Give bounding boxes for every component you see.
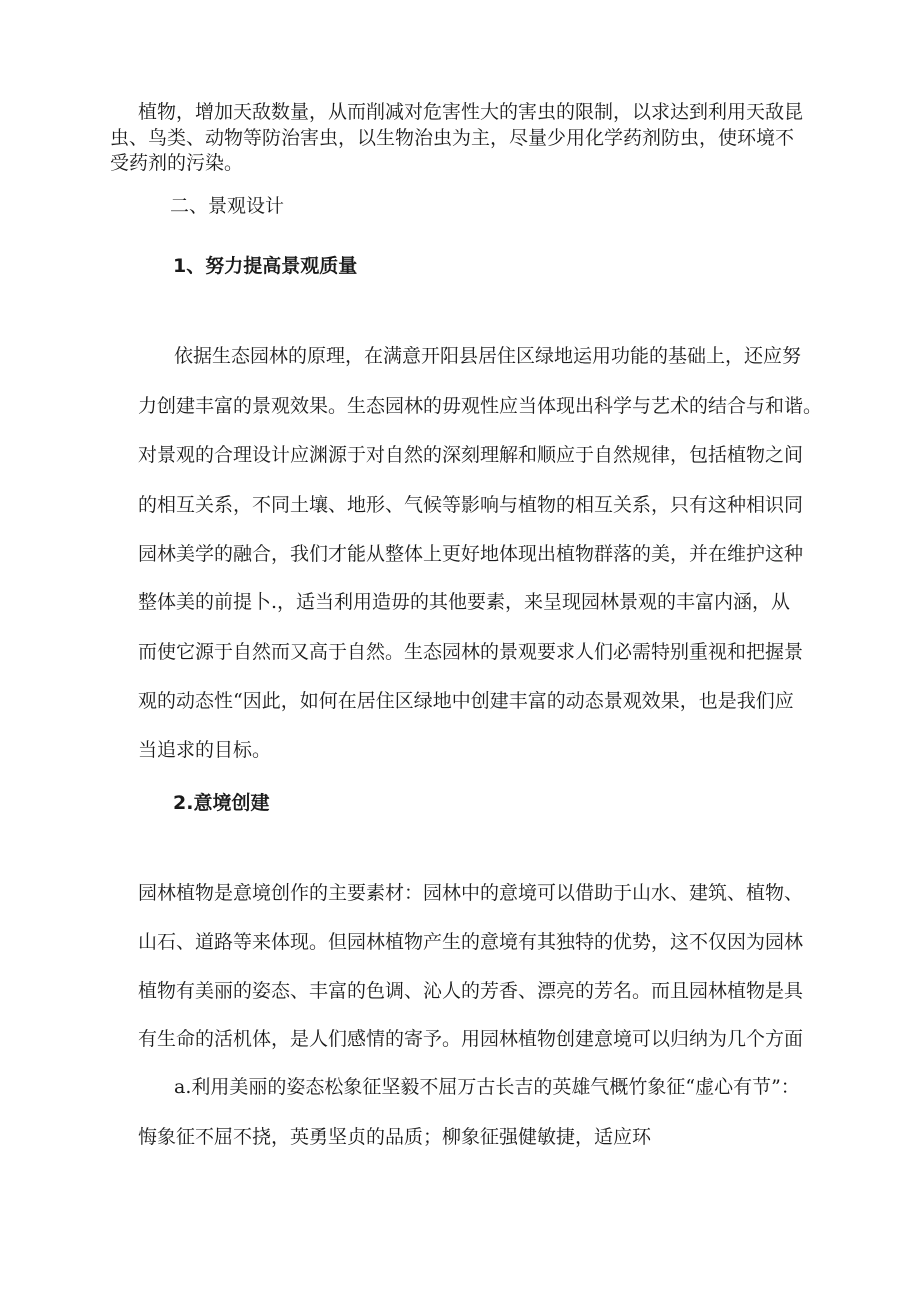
- para1-line-3: 对景观的合理设计应渊源于对自然的深刻理解和顺应于自然规律，包括植物之间: [138, 444, 804, 466]
- para1-line-8: 观的动态性“因此，如何在居住区绿地中创建丰富的动态景观效果，也是我们应: [138, 690, 794, 712]
- para1-line-7: 而使它源于自然而又高于自然。生态园林的景观要求人们必需特别重视和把握景: [138, 641, 804, 663]
- section-heading: 二、景观设计: [170, 195, 285, 217]
- para2-line-3: 植物有美丽的姿态、丰富的色调、沁人的芳香、漂亮的芳名。而且园林植物是具: [138, 980, 804, 1002]
- para3-line-2: 悔象征不屈不挠，英勇坚贞的品质；柳象征强健敏捷，适应环: [138, 1126, 652, 1148]
- para1-line-9: 当追求的目标。: [138, 739, 272, 761]
- para2-line-2: 山石、道路等来体现。但园林植物产生的意境有其独特的优势，这不仅因为园林: [138, 931, 804, 953]
- intro-line-3: 受药剂的污染。: [110, 152, 244, 174]
- para2-line-1: 园林植物是意境创作的主要素材：园林中的意境可以借助于山水、建筑、植物、: [138, 882, 804, 904]
- intro-line-1: 植物，增加天敌数量，从而削减对危害性大的害虫的限制，以求达到利用天敌昆: [138, 101, 804, 123]
- para3-line-1: a.利用美丽的姿态松象征坚毅不屈万古长吉的英雄气概竹象征“虚心有节”：: [174, 1076, 800, 1098]
- subheading-1: 1、努力提高景观质量: [173, 255, 358, 277]
- intro-line-2: 虫、鸟类、动物等防治害虫，以生物治虫为主，尽量少用化学药剂防虫，使环境不: [110, 127, 795, 149]
- para1-line-5: 园林美学的融合，我们才能从整体上更好地体现出植物群落的美，并在维护这种: [138, 543, 804, 565]
- para1-line-2: 力创建丰富的景观效果。生态园林的毋观性应当体现出科学与艺术的结合与和谐。: [138, 395, 823, 417]
- para1-line-6: 整体美的前提卜.，适当利用造毋的其他要素，来呈现园林景观的丰富内涵，从: [138, 591, 791, 613]
- para2-line-4: 有生命的活机体，是人们感情的寄予。用园林植物创建意境可以归纳为几个方面: [138, 1028, 804, 1050]
- para1-line-1: 依据生态园林的原理，在满意开阳县居住区绿地运用功能的基础上，还应努: [174, 345, 802, 367]
- subheading-2: 2.意境创建: [173, 792, 270, 814]
- para1-line-4: 的相互关系，不同土壤、地形、气候等影响与植物的相互关系，只有这种相识同: [138, 494, 804, 516]
